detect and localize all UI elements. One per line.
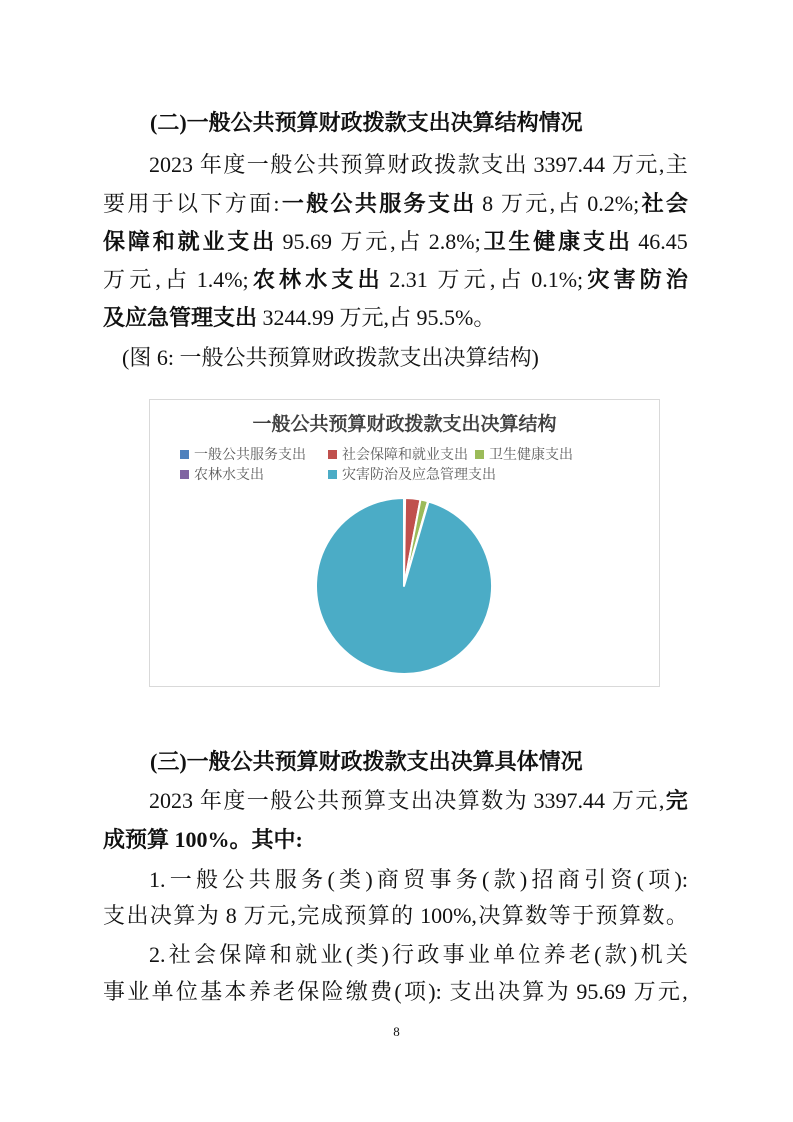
text-run: 0.2%; — [581, 191, 640, 216]
section-3-heading: (三)一般公共预算财政拨款支出决算具体情况 — [150, 749, 583, 774]
text-run: 支 — [449, 979, 472, 1004]
text-run: 般 — [196, 867, 219, 892]
text-run: 以 — [176, 191, 199, 216]
list-item-line — [149, 865, 688, 895]
text-run: 万 — [633, 979, 656, 1004]
text-run: 。 — [665, 903, 688, 928]
text-run: ( — [327, 867, 335, 892]
text-run: ) — [381, 942, 389, 967]
text-run: 支 — [331, 267, 354, 292]
text-run: ( — [394, 979, 402, 1004]
text-run: 关 — [665, 942, 688, 967]
text-run: 老 — [568, 942, 591, 967]
text-run: 数 — [642, 903, 665, 928]
text-run: 防 — [639, 267, 662, 292]
text-run: 1. — [149, 867, 166, 892]
text-run: 支 — [481, 152, 504, 177]
text-run: 万 — [500, 191, 523, 216]
text-run: 项 — [648, 867, 671, 892]
text-run: 和 — [269, 942, 292, 967]
text-run: 算 — [618, 903, 641, 928]
legend-label: 社会保障和就业支出 — [342, 446, 468, 462]
text-run: 费 — [370, 979, 393, 1004]
text-run: 老 — [272, 979, 295, 1004]
text-run: 出 — [452, 191, 475, 216]
text-run: 支 — [227, 229, 250, 254]
text-run: 要 — [103, 191, 126, 216]
text-run: 出 — [504, 152, 527, 177]
text-run: 出 — [252, 229, 275, 254]
text-run: 健 — [533, 229, 556, 254]
text-run: 2.8%; — [423, 229, 481, 254]
text-run: 完 — [297, 903, 320, 928]
text-run: 元 — [365, 229, 388, 254]
text-run: 项 — [403, 979, 426, 1004]
text-run: 务 — [301, 867, 324, 892]
text-run: 46.45 — [632, 229, 688, 254]
pie-slice-4 — [316, 498, 492, 674]
paragraph-line — [103, 265, 688, 295]
paragraph-line — [103, 303, 495, 333]
text-run: 会 — [194, 942, 217, 967]
text-run: 业 — [127, 979, 150, 1004]
text-run: 商 — [376, 867, 399, 892]
text-run: 财 — [387, 152, 410, 177]
text-run: 主 — [665, 152, 688, 177]
text-run: 的 — [391, 903, 414, 928]
text-run: 完 — [665, 788, 688, 813]
text-run: 万 — [103, 267, 126, 292]
section-2-heading: (二)一般公共预算财政拨款支出决算结构情况 — [150, 110, 583, 135]
text-run: 算 — [173, 903, 196, 928]
text-run: 般 — [270, 788, 293, 813]
text-run: 商 — [557, 867, 580, 892]
text-run: 决 — [478, 903, 501, 928]
text-run: 预 — [340, 152, 363, 177]
text-run: 决 — [498, 979, 521, 1004]
text-run: 贸 — [403, 867, 426, 892]
text-run: 于 — [151, 191, 174, 216]
text-run: 一 — [169, 867, 192, 892]
text-run: 算 — [367, 903, 390, 928]
text-run: 行 — [392, 942, 415, 967]
text-run: ( — [636, 867, 644, 892]
text-run: 95.69 — [570, 979, 632, 1004]
text-run: , — [658, 788, 665, 813]
text-run: 数 — [525, 903, 548, 928]
text-run: 共 — [317, 152, 340, 177]
text-run: ) — [365, 867, 373, 892]
text-run: 预 — [344, 903, 367, 928]
text-run: 预 — [340, 788, 363, 813]
text-run: 决 — [434, 788, 457, 813]
text-run: 3397.44 — [528, 788, 611, 813]
text-run: 算 — [457, 788, 480, 813]
text-run: 卫 — [483, 229, 506, 254]
text-run: 和 — [152, 229, 175, 254]
text-run: 万 — [340, 229, 363, 254]
text-run: 数 — [481, 788, 504, 813]
text-run: 元 — [463, 267, 486, 292]
text-run: 元 — [635, 788, 658, 813]
list-item-line — [103, 901, 688, 931]
text-run: 为 — [504, 788, 527, 813]
text-run: 一 — [281, 191, 304, 216]
pie-chart-svg — [150, 400, 659, 686]
text-run: 事 — [103, 979, 126, 1004]
text-run: 生 — [508, 229, 531, 254]
text-run: 障 — [244, 942, 267, 967]
text-run: 基 — [200, 979, 223, 1004]
text-run: 万 — [437, 267, 460, 292]
text-run: 单 — [493, 942, 516, 967]
text-run: 康 — [558, 229, 581, 254]
text-run: 决 — [149, 903, 172, 928]
text-run: 算 — [522, 979, 545, 1004]
text-run: 般 — [306, 191, 329, 216]
text-run: 为 — [546, 979, 569, 1004]
paragraph-line — [103, 227, 688, 257]
text-run: 一 — [246, 788, 269, 813]
text-run: 款 — [493, 867, 516, 892]
text-run: 事 — [442, 942, 465, 967]
text-run: 万 — [243, 903, 266, 928]
text-run: 缴 — [345, 979, 368, 1004]
text-run: 款 — [457, 152, 480, 177]
text-run: 元 — [129, 267, 152, 292]
text-run: , — [549, 191, 556, 216]
text-run: 出 — [126, 903, 149, 928]
text-run: 治 — [665, 267, 688, 292]
text-run: 3397.44 — [528, 152, 611, 177]
text-run: 于 — [572, 903, 595, 928]
text-run: ): — [428, 979, 448, 1004]
text-run: 一 — [246, 152, 269, 177]
text-run: , — [682, 979, 688, 1004]
text-run: 年 — [199, 788, 222, 813]
text-run: 位 — [518, 942, 541, 967]
text-run: 3244.99 万元,占 95.5%。 — [257, 305, 496, 330]
text-run: 算 — [363, 788, 386, 813]
text-run: 社 — [168, 942, 191, 967]
text-run: 下 — [200, 191, 223, 216]
text-run: 元 — [635, 152, 658, 177]
text-run: 险 — [321, 979, 344, 1004]
text-run: 万 — [611, 788, 634, 813]
text-run: 障 — [127, 229, 150, 254]
text-run: 机 — [640, 942, 663, 967]
text-run: 拨 — [434, 152, 457, 177]
text-run: ) — [630, 942, 638, 967]
text-run: 支 — [427, 191, 450, 216]
page-number: 8 — [393, 1024, 400, 1039]
text-run: 服 — [274, 867, 297, 892]
text-run: 为 — [196, 903, 219, 928]
legend-label: 一般公共服务支出 — [194, 446, 306, 462]
legend-label: 农林水支出 — [194, 466, 264, 482]
text-run: 支 — [387, 788, 410, 813]
text-run: 业 — [467, 942, 490, 967]
text-run: 会 — [665, 191, 688, 216]
text-run: ): — [674, 867, 688, 892]
paragraph-line — [103, 189, 688, 219]
text-run: 出 — [607, 229, 630, 254]
text-run: 类 — [356, 942, 379, 967]
text-run: 业 — [202, 229, 225, 254]
paragraph-line — [103, 825, 303, 855]
text-run: 8 — [220, 903, 243, 928]
text-run: 及应急管理支出 — [103, 305, 258, 330]
text-run: 社 — [641, 191, 664, 216]
text-run: 共 — [317, 788, 340, 813]
text-run: 度 — [223, 788, 246, 813]
chart-title: 一般公共预算财政拨款支出决算结构 — [252, 414, 557, 435]
text-run: 方 — [224, 191, 247, 216]
text-run: 保 — [297, 979, 320, 1004]
text-run: 元 — [267, 903, 290, 928]
text-run: 出 — [473, 979, 496, 1004]
text-run: 公 — [222, 867, 245, 892]
text-run: 元 — [657, 979, 680, 1004]
text-run: 水 — [305, 267, 328, 292]
text-run: 单 — [151, 979, 174, 1004]
text-run: 占 — [165, 267, 188, 292]
text-run: 位 — [175, 979, 198, 1004]
text-run: 公 — [293, 152, 316, 177]
text-run: 支 — [583, 229, 606, 254]
text-run: 招 — [531, 867, 554, 892]
figure-caption: (图 6: 一般公共预算财政拨款支出决算结构) — [122, 345, 539, 370]
text-run: 成 — [320, 903, 343, 928]
text-run: 年 — [199, 152, 222, 177]
text-run: 公 — [293, 788, 316, 813]
text-run: 服 — [379, 191, 402, 216]
text-run: , — [658, 152, 665, 177]
text-run: 成预算 100%。其中: — [103, 827, 303, 852]
text-run: 保 — [103, 229, 126, 254]
paragraph-line — [149, 786, 688, 816]
text-run: ( — [345, 942, 353, 967]
legend-label: 卫生健康支出 — [489, 446, 573, 462]
text-run: 灾 — [587, 267, 610, 292]
text-run: 保 — [219, 942, 242, 967]
text-run: 林 — [279, 267, 302, 292]
legend-label: 灾害防治及应急管理支出 — [342, 466, 496, 482]
text-run: 算 — [363, 152, 386, 177]
text-run: 占 — [499, 267, 522, 292]
text-run: 2.31 — [383, 267, 434, 292]
text-run: 款 — [604, 942, 627, 967]
text-run: 2023 — [149, 788, 199, 813]
text-run: 预 — [595, 903, 618, 928]
text-run: 农 — [252, 267, 275, 292]
text-run: , — [155, 267, 161, 292]
text-run: : — [273, 191, 280, 216]
text-run: 养 — [543, 942, 566, 967]
text-run: 本 — [224, 979, 247, 1004]
text-run: 度 — [223, 152, 246, 177]
text-run: 1.4%; — [191, 267, 249, 292]
figure-6-chart-panel — [149, 399, 660, 687]
text-run: 害 — [613, 267, 636, 292]
text-run: 占 — [557, 191, 580, 216]
text-run: 养 — [248, 979, 271, 1004]
text-run: 等 — [548, 903, 571, 928]
text-run: 引 — [584, 867, 607, 892]
text-run: 8 — [476, 191, 499, 216]
text-run: 0.1%; — [525, 267, 584, 292]
text-run: 95.69 — [277, 229, 338, 254]
text-run: 元 — [525, 191, 548, 216]
text-run: 政 — [410, 152, 433, 177]
text-run: 政 — [417, 942, 440, 967]
list-item-line — [149, 940, 688, 970]
text-run: ( — [482, 867, 490, 892]
text-run: 2023 — [149, 152, 199, 177]
text-run: 支 — [103, 903, 126, 928]
text-run: ( — [594, 942, 602, 967]
text-run: ) — [519, 867, 528, 892]
text-run: 2. — [149, 942, 166, 967]
list-item-line — [103, 977, 688, 1007]
text-run: 100%, — [414, 903, 477, 928]
text-run: , — [390, 229, 396, 254]
text-run: 占 — [398, 229, 421, 254]
text-run: 共 — [248, 867, 271, 892]
text-run: 用 — [127, 191, 150, 216]
text-run: 务 — [455, 867, 478, 892]
text-run: 资 — [610, 867, 633, 892]
text-run: 万 — [611, 152, 634, 177]
paragraph-line — [149, 150, 688, 180]
text-run: 公 — [330, 191, 353, 216]
text-run: 务 — [403, 191, 426, 216]
text-run: 算 — [501, 903, 524, 928]
text-run: , — [290, 903, 296, 928]
text-run: 共 — [354, 191, 377, 216]
text-run: 般 — [270, 152, 293, 177]
text-run: 事 — [429, 867, 452, 892]
text-run: 就 — [177, 229, 200, 254]
text-run: 业 — [320, 942, 343, 967]
text-run: 出 — [357, 267, 380, 292]
text-run: 类 — [339, 867, 362, 892]
text-run: 就 — [295, 942, 318, 967]
text-run: 出 — [410, 788, 433, 813]
text-run: 面 — [249, 191, 272, 216]
text-run: , — [489, 267, 496, 292]
